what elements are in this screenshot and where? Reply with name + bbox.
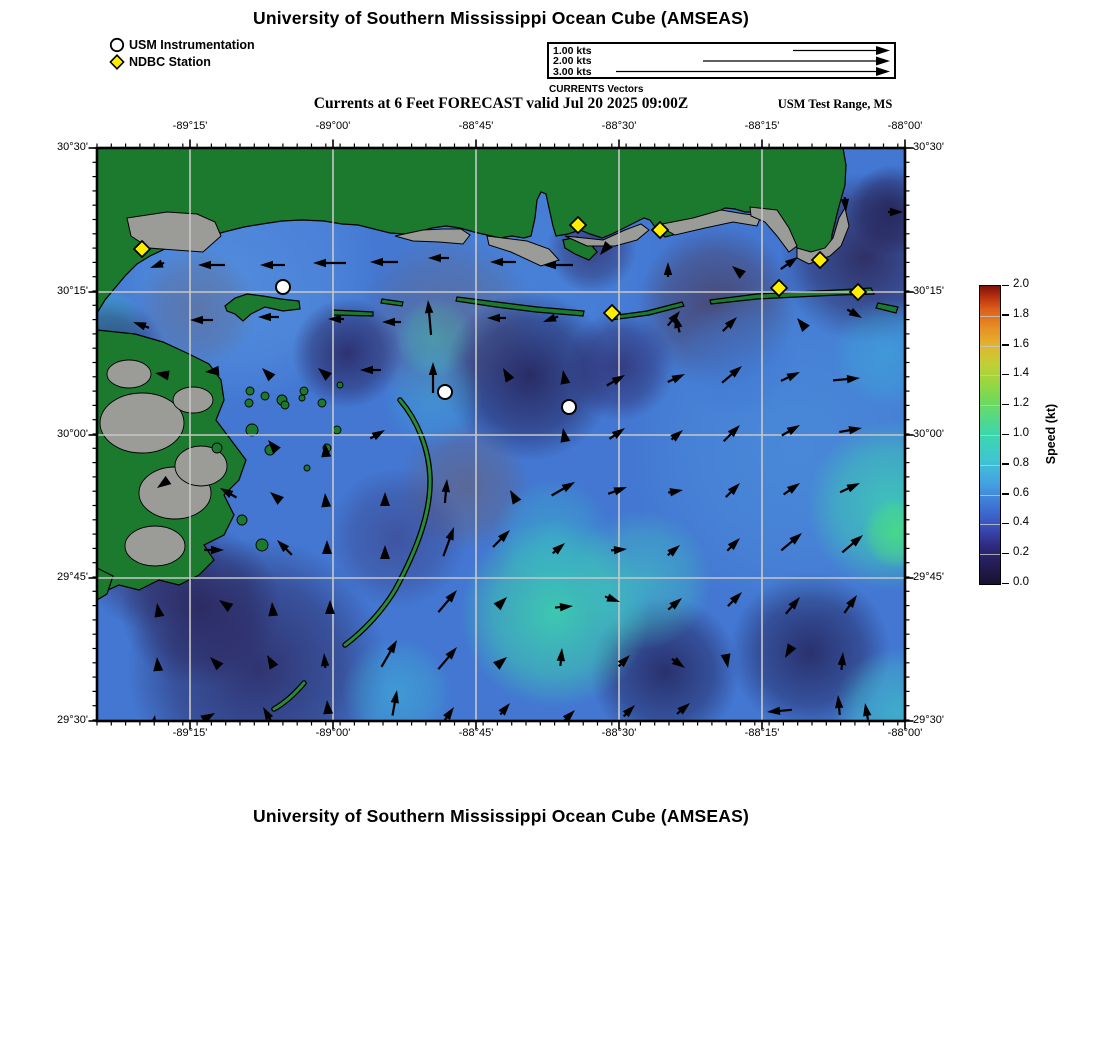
colorbar-tick <box>1002 344 1009 346</box>
y-axis-label-left: 30°00' <box>57 428 88 440</box>
legend-usm-label: USM Instrumentation <box>129 37 255 52</box>
x-axis-label-bottom: -88°45' <box>458 727 494 739</box>
colorbar-label: Speed (kt) <box>1044 403 1058 465</box>
usm-station-marker <box>276 280 290 294</box>
colorbar-tick-label: 1.0 <box>1013 427 1029 439</box>
y-axis-label-right: 30°00' <box>913 428 944 440</box>
y-axis-label-left: 29°45' <box>57 571 88 583</box>
colorbar-tick-label: 0.4 <box>1013 516 1029 529</box>
colorbar-tick-label: 1.2 <box>1013 397 1029 410</box>
y-axis-label-right: 29°45' <box>913 571 944 583</box>
colorbar <box>979 285 1001 585</box>
colorbar-tick-label: 1.4 <box>1013 367 1029 380</box>
colorbar-tick-label: 0.6 <box>1013 486 1029 499</box>
x-axis-label-top: -88°30' <box>601 120 637 132</box>
colorbar-tick <box>1002 463 1009 465</box>
colorbar-tick <box>1002 404 1009 406</box>
forecast-subtitle: Currents at 6 Feet FORECAST valid Jul 20 2025 09:00Z <box>313 95 689 112</box>
colorbar-tick <box>1002 314 1009 316</box>
colorbar-tick <box>1002 583 1009 585</box>
vector-scale-caption: CURRENTS Vectors <box>549 84 644 95</box>
colorbar-tick-label: 1.6 <box>1013 337 1029 350</box>
x-axis-label-top: -88°45' <box>458 120 494 132</box>
colorbar-tick <box>1002 434 1009 436</box>
legend-usm-row <box>109 36 255 53</box>
vector-scale-row-label: 2.00 kts <box>553 55 592 67</box>
x-axis-label-bottom: -89°15' <box>172 727 208 739</box>
colorbar-tick-label: 0.0 <box>1013 576 1029 588</box>
region-label: USM Test Range, MS <box>777 97 893 111</box>
usm-station-marker <box>438 385 452 399</box>
vector-scale-row-label: 3.00 kts <box>553 65 592 78</box>
colorbar-tick-label: 1.8 <box>1013 307 1029 320</box>
y-axis-label-right: 29°30' <box>913 714 944 726</box>
y-axis-label-left: 29°30' <box>57 714 88 726</box>
x-axis-label-bottom: -88°00' <box>887 727 923 739</box>
legend-ndbc-row <box>109 53 255 70</box>
colorbar-tick <box>1002 374 1009 376</box>
y-axis-label-left: 30°15' <box>57 285 88 297</box>
colorbar-tick <box>1002 523 1009 525</box>
circle-icon <box>109 37 125 53</box>
map-canvas <box>87 138 915 731</box>
x-axis-label-top: -88°00' <box>887 120 923 132</box>
vector-scale-box <box>547 42 896 79</box>
map-field <box>87 138 915 731</box>
y-axis-label-right: 30°15' <box>913 285 944 297</box>
colorbar-tick <box>1002 285 1009 287</box>
y-axis-label-left: 30°30' <box>57 141 88 153</box>
x-axis-label-top: -89°00' <box>315 120 351 132</box>
x-axis-label-top: -88°15' <box>744 120 780 132</box>
marker-legend <box>109 36 255 70</box>
legend-ndbc-label: NDBC Station <box>129 54 211 69</box>
colorbar-tick-label: 0.2 <box>1013 546 1029 559</box>
colorbar-tick <box>1002 493 1009 495</box>
x-axis-label-bottom: -88°15' <box>744 727 780 739</box>
y-axis-label-right: 30°30' <box>913 141 944 153</box>
x-axis-label-bottom: -88°30' <box>601 727 637 739</box>
colorbar-tick-label: 2.0 <box>1013 278 1029 290</box>
usm-station-marker <box>562 400 576 414</box>
colorbar-tick-label: 0.8 <box>1013 456 1029 469</box>
colorbar-tick <box>1002 553 1009 555</box>
diamond-icon <box>109 54 125 70</box>
footer-title: University of Southern Mississippi Ocean Cube (AMSEAS) <box>252 806 750 826</box>
page-title: University of Southern Mississippi Ocean Cube (AMSEAS) <box>252 8 750 28</box>
vector-scale-row-label: 1.00 kts <box>553 44 592 57</box>
x-axis-label-bottom: -89°00' <box>315 727 351 739</box>
x-axis-label-top: -89°15' <box>172 120 208 132</box>
